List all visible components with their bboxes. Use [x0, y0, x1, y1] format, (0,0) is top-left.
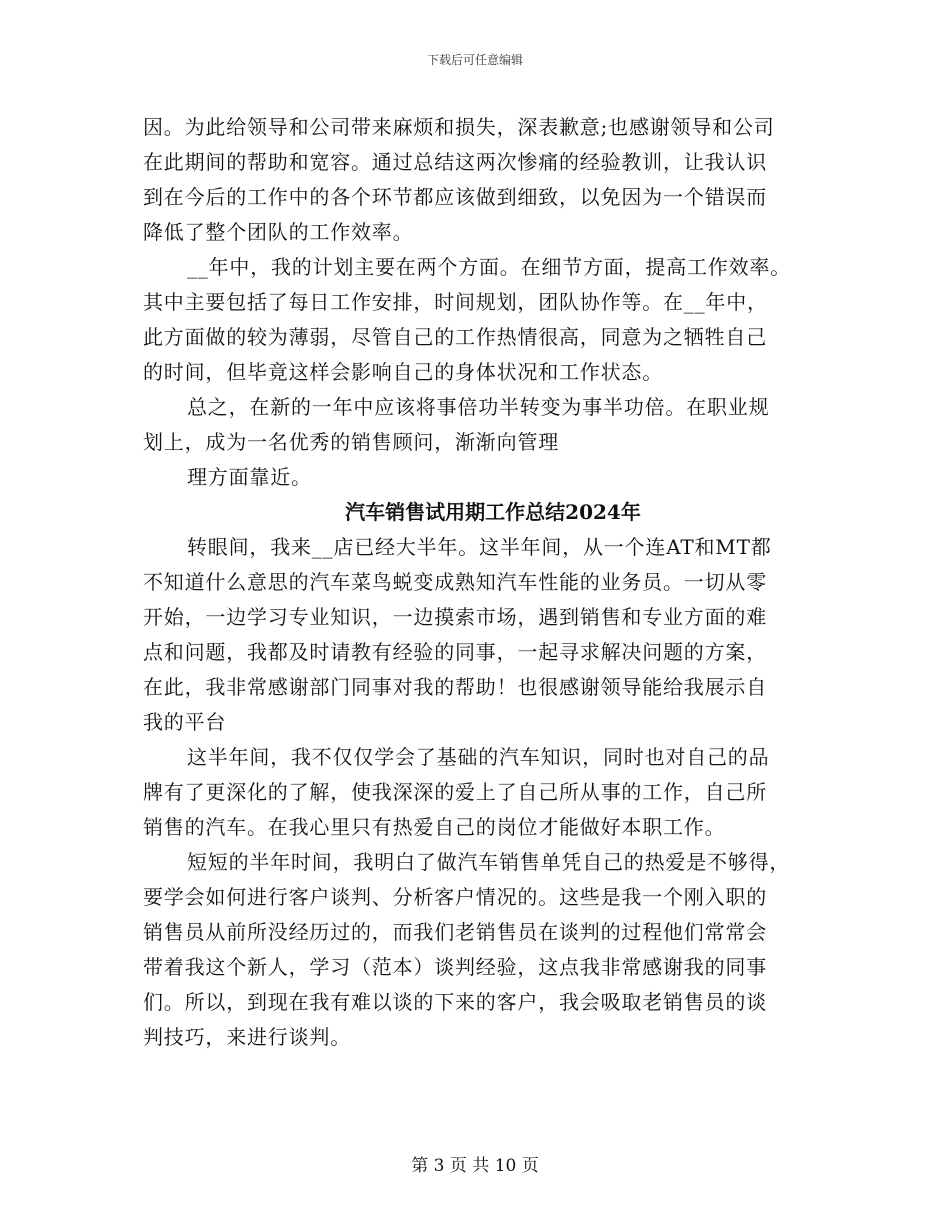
page-number: 第 3 页 共 10 页	[411, 1156, 539, 1176]
text-line: 此方面做的较为薄弱，尽管自己的工作热情很高，同意为之牺牲自己	[143, 325, 767, 349]
text-line: 短短的半年时间，我明白了做汽车销售单凭自己的热爱是不够得，	[187, 850, 791, 874]
text-line: 降低了整个团队的工作效率。	[143, 220, 414, 244]
text-line: 判技巧，来进行谈判。	[143, 1025, 351, 1049]
text-line: 的时间，但毕竟这样会影响自己的身体状况和工作状态。	[143, 360, 663, 384]
text-line: 转眼间，我来__店已经大半年。这半年间，从一个连AT和MT都	[187, 535, 772, 559]
paragraph	[143, 250, 823, 390]
text-line: 理方面靠近。	[187, 465, 312, 489]
text-line: 划上，成为一名优秀的销售顾问，渐渐向管理	[143, 430, 559, 454]
paragraph	[143, 390, 823, 495]
text-line: 销售员从前所没经历过的，而我们老销售员在谈判的过程他们常常会	[143, 920, 767, 944]
page-header: 下载后可任意编辑	[426, 53, 523, 67]
text-line: 要学会如何进行客户谈判、分析客户情况的。这些是我一个刚入职的	[143, 885, 767, 909]
text-line: 们。所以，到现在我有难以谈的下来的客户，我会吸取老销售员的谈	[143, 990, 767, 1014]
text-line: 点和问题，我都及时请教有经验的同事，一起寻求解决问题的方案，	[143, 640, 767, 664]
text-line: 开始，一边学习专业知识，一边摸索市场，遇到销售和专业方面的难	[143, 605, 767, 629]
text-line: 其中主要包括了每日工作安排，时间规划，团队协作等。在__年中，	[143, 290, 768, 314]
text-line: 销售的汽车。在我心里只有热爱自己的岗位才能做好本职工作。	[143, 815, 726, 839]
text-line: 这半年间，我不仅仅学会了基础的汽车知识，同时也对自己的品	[187, 745, 770, 769]
text-line: 因。为此给领导和公司带来麻烦和损失，深表歉意;也感谢领导和公司	[143, 115, 775, 139]
paragraph	[143, 740, 823, 845]
paragraph	[143, 845, 823, 1055]
paragraph	[143, 530, 823, 740]
text-line: 不知道什么意思的汽车菜鸟蜕变成熟知汽车性能的业务员。一切从零	[143, 570, 767, 594]
text-line: 带着我这个新人，学习（范本）谈判经验，这点我非常感谢我的同事	[143, 955, 767, 979]
text-line: 我的平台	[143, 710, 227, 734]
document-body	[143, 110, 823, 1055]
text-line: 在此，我非常感谢部门同事对我的帮助！也很感谢领导能给我展示自	[143, 675, 767, 699]
text-line: 到在今后的工作中的各个环节都应该做到细致，以免因为一个错误而	[143, 185, 767, 209]
text-line: 总之，在新的一年中应该将事倍功半转变为事半功倍。在职业规	[187, 395, 770, 419]
text-line: 在此期间的帮助和宽容。通过总结这两次惨痛的经验教训，让我认识	[143, 150, 767, 174]
paragraph	[143, 110, 823, 250]
text-line: 牌有了更深化的了解，使我深深的爱上了自己所从事的工作，自己所	[143, 780, 767, 804]
section-title: 汽车销售试用期工作总结2024年	[345, 500, 641, 524]
text-line: __年中，我的计划主要在两个方面。在细节方面，提高工作效率。	[187, 255, 791, 279]
